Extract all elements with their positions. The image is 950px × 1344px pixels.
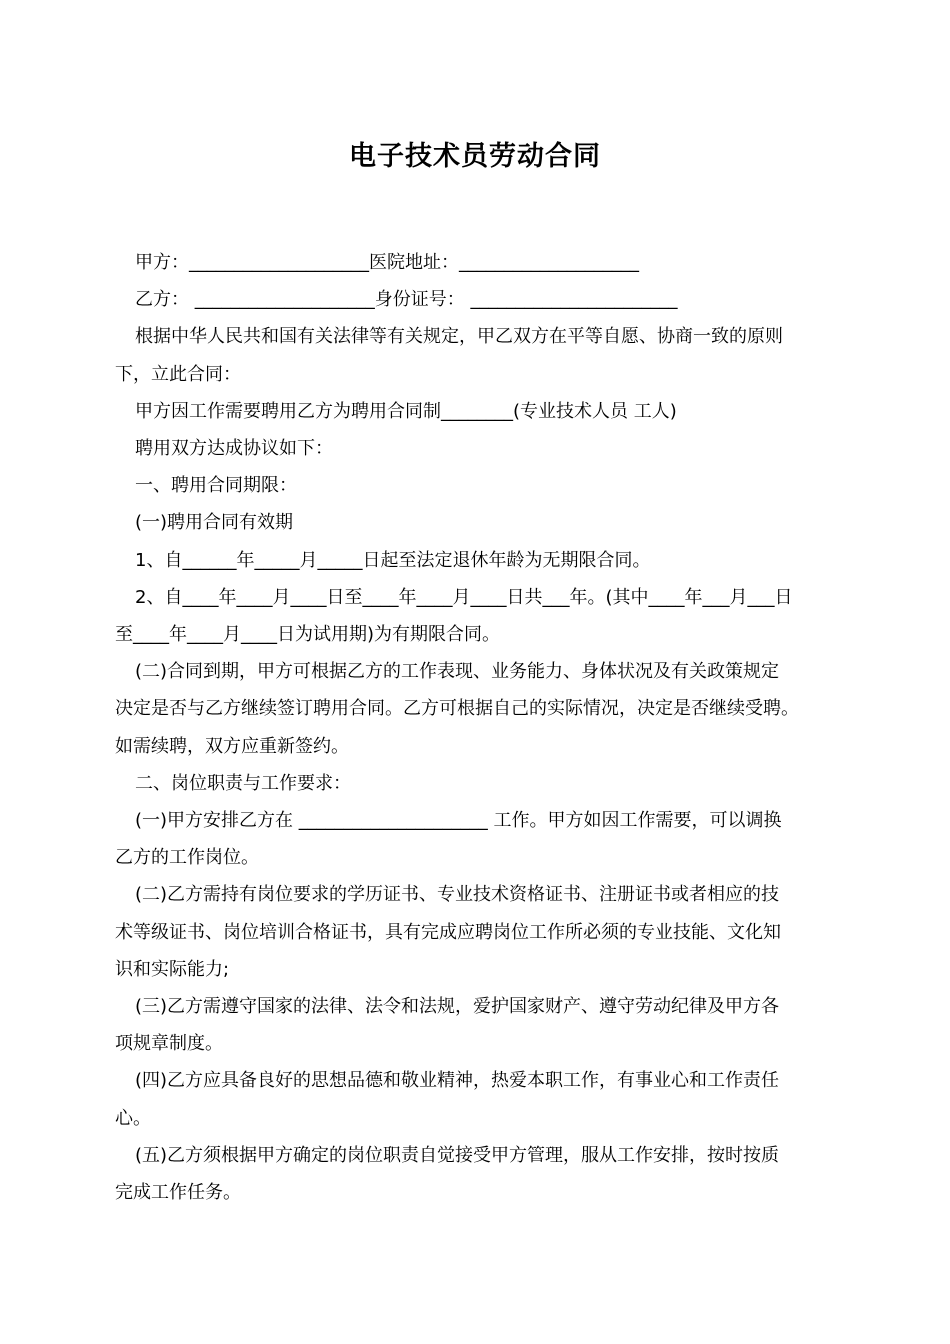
paragraph-line: 如需续聘，双方应重新签约。: [115, 735, 349, 757]
paragraph-line: 下，立此合同：: [115, 363, 241, 385]
paragraph-line: 2、自____年____月____日至____年____月____日共___年。(其中____年___月___日: [135, 586, 793, 608]
section-heading: 二、岗位职责与工作要求：: [135, 772, 351, 794]
paragraph-line: 决定是否与乙方继续签订聘用合同。乙方可根据自己的实际情况，决定是否继续受聘。: [115, 698, 799, 720]
paragraph-line: (五)乙方须根据甲方确定的岗位职责自觉接受甲方管理，服从工作安排，按时按质: [135, 1144, 780, 1166]
paragraph-line: 根据中华人民共和国有关法律等有关规定，甲乙双方在平等自愿、协商一致的原则: [135, 326, 783, 348]
paragraph-line: 聘用双方达成协议如下：: [135, 438, 333, 460]
paragraph-line: (一)甲方安排乙方在 _____________________ 工作。甲方如因工作需要，可以调换: [135, 810, 782, 832]
paragraph-line: 甲方因工作需要聘用乙方为聘用合同制________(专业技术人员 工人): [135, 400, 677, 422]
paragraph-line: 心。: [115, 1107, 151, 1129]
paragraph-line: (四)乙方应具备良好的思想品德和敬业精神，热爱本职工作，有事业心和工作责任: [135, 1070, 780, 1092]
paragraph-line: 至____年____月____日为试用期)为有期限合同。: [115, 624, 501, 646]
paragraph-line: 项规章制度。: [115, 1033, 223, 1055]
section-heading: 一、聘用合同期限：: [135, 475, 297, 497]
contract-body: [115, 244, 847, 1211]
subsection-heading: (一)聘用合同有效期: [135, 512, 294, 534]
party-a-line: 甲方：____________________医院地址：____________________: [135, 252, 639, 273]
paragraph-line: 乙方的工作岗位。: [115, 847, 259, 869]
paragraph-line: 识和实际能力;: [115, 958, 230, 980]
paragraph-line: 1、自______年_____月_____日起至法定退休年龄为无期限合同。: [135, 549, 651, 571]
paragraph-line: 完成工作任务。: [115, 1182, 241, 1204]
paragraph-line: 术等级证书、岗位培训合格证书，具有完成应聘岗位工作所必须的专业技能、文化知: [115, 921, 781, 943]
document-title: 电子技术员劳动合同: [349, 141, 601, 172]
paragraph-line: (三)乙方需遵守国家的法律、法令和法规，爱护国家财产、遵守劳动纪律及甲方各: [135, 996, 780, 1018]
party-b-line: 乙方： ____________________身份证号： _______________________: [135, 289, 678, 311]
paragraph-line: (二)乙方需持有岗位要求的学历证书、专业技术资格证书、注册证书或者相应的技: [135, 884, 780, 906]
paragraph-line: (二)合同到期，甲方可根据乙方的工作表现、业务能力、身体状况及有关政策规定: [135, 661, 780, 683]
